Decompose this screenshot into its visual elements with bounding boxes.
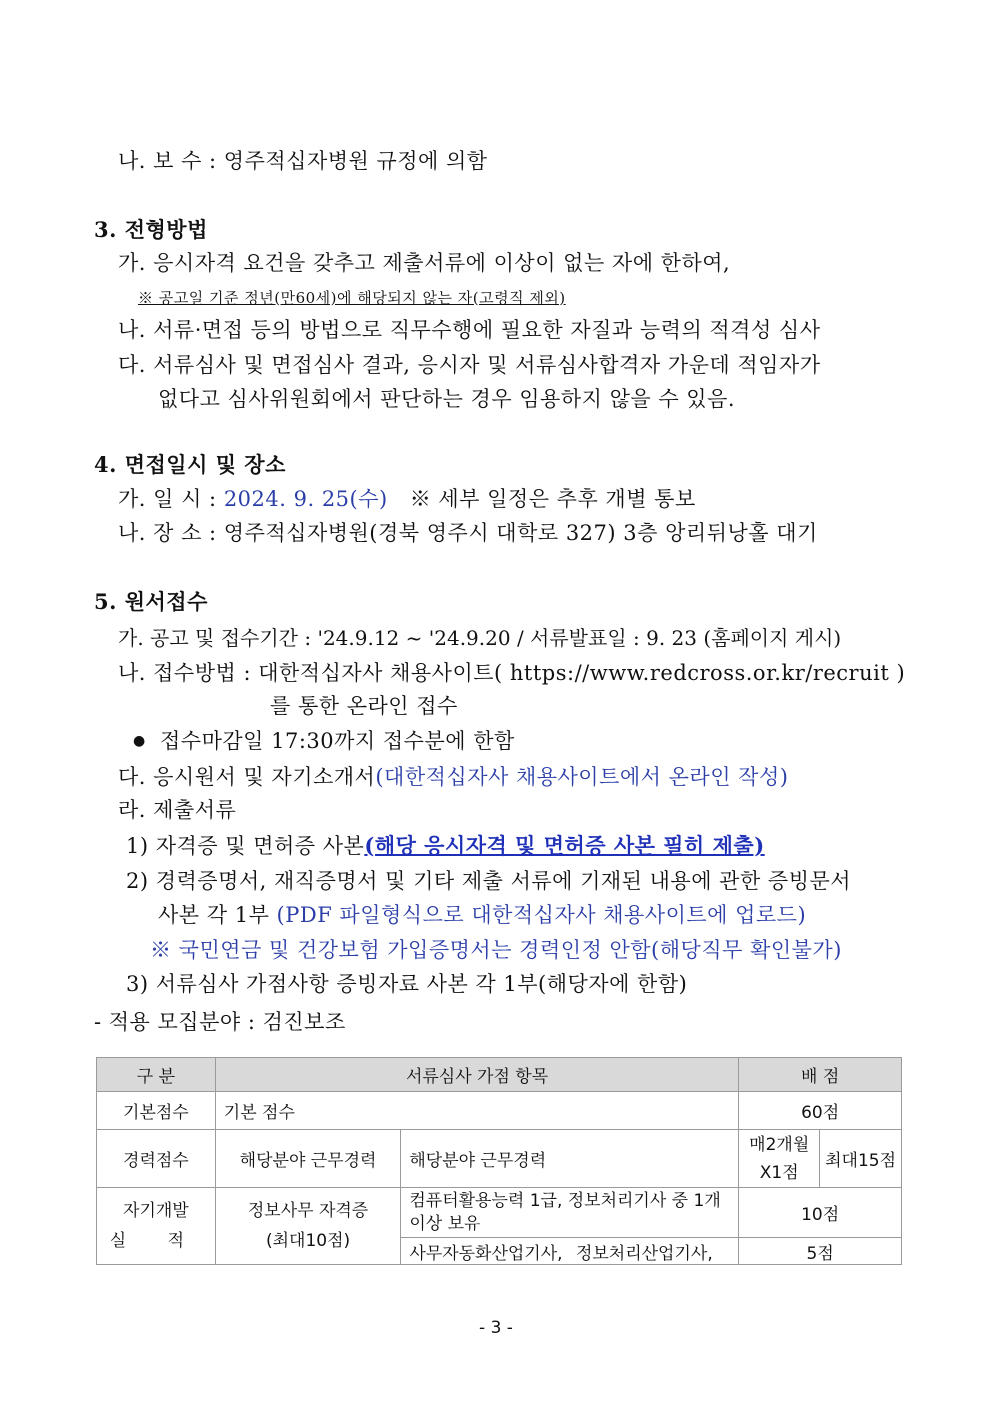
s4-item-a bbox=[118, 486, 696, 512]
s3-item-a: 가. 응시자격 요건을 갖추고 제출서류에 이상이 없는 자에 한하여, bbox=[118, 251, 731, 275]
cell-line: 실 적 bbox=[109, 1231, 203, 1251]
s5-d2-blue: (PDF 파일형식으로 대한적십자사 채용사이트에 업로드) bbox=[276, 903, 807, 927]
cell bbox=[215, 1188, 401, 1265]
cell: 사무자동화산업기사, 정보처리산업기사, bbox=[401, 1238, 739, 1265]
cell: 해당분야 근무경력 bbox=[401, 1130, 739, 1188]
s3-item-b: 나. 서류·면접 등의 방법으로 직무수행에 필요한 자질과 능력의 적격성 심사 bbox=[118, 318, 821, 342]
table-header-row bbox=[97, 1058, 902, 1092]
table-row bbox=[97, 1130, 902, 1188]
section-4-title: 4. 면접일시 및 장소 bbox=[94, 452, 286, 477]
pay-line: 나. 보 수 : 영주적십자병원 규정에 의함 bbox=[118, 149, 488, 173]
s4-date-note: ※ 세부 일정은 추후 개별 통보 bbox=[409, 487, 696, 511]
s5-bullet-text: 접수마감일 17:30까지 접수분에 한함 bbox=[160, 729, 515, 753]
s5-d1 bbox=[126, 833, 765, 859]
s5-item-b-line1: 나. 접수방법 : 대한적십자사 채용사이트( https://www.redcross.or.kr/recruit ) bbox=[118, 661, 906, 685]
s5-d2-label: 사본 각 1부 bbox=[158, 903, 277, 927]
cell: 10점 bbox=[739, 1188, 902, 1238]
s5-d3: 3) 서류심사 가점사항 증빙자료 사본 각 1부(해당자에 한함) bbox=[126, 972, 688, 996]
section-5-title: 5. 원서접수 bbox=[94, 589, 208, 614]
cell-line: (최대10점) bbox=[265, 1231, 351, 1251]
s5-d2-note: ※ 국민연금 및 건강보험 가입증명서는 경력인정 안함(해당직무 확인불가) bbox=[150, 938, 842, 962]
table-row bbox=[97, 1092, 902, 1130]
s5-item-d: 라. 제출서류 bbox=[118, 798, 237, 822]
s4-item-b: 나. 장 소 : 영주적십자병원(경북 영주시 대학로 327) 3층 앙리뒤낭홀 대기 bbox=[118, 521, 818, 545]
header-items: 서류심사 가점 항목 bbox=[215, 1058, 739, 1092]
s3-note: ※ 공고일 기준 정년(만60세)에 해당되지 않는 자(고령직 제외) bbox=[138, 289, 566, 307]
s5-c-label: 다. 응시원서 및 자기소개서 bbox=[118, 765, 376, 789]
cell bbox=[739, 1130, 820, 1188]
cell: 최대15점 bbox=[820, 1130, 902, 1188]
s5-item-b-line2: 를 통한 온라인 접수 bbox=[270, 694, 458, 718]
cell: 컴퓨터활용능력 1급, 정보처리기사 중 1개 이상 보유 bbox=[401, 1188, 739, 1238]
page-number: - 3 - bbox=[479, 1318, 513, 1338]
s3-item-c-line2: 없다고 심사위원회에서 판단하는 경우 임용하지 않을 수 있음. bbox=[158, 387, 736, 411]
cell: 60점 bbox=[739, 1092, 902, 1130]
cell: 경력점수 bbox=[97, 1130, 216, 1188]
cell: 해당분야 근무경력 bbox=[215, 1130, 401, 1188]
s4-date-label: 가. 일 시 : bbox=[118, 487, 224, 511]
s5-item-a: 가. 공고 및 접수기간 : '24.9.12 ~ '24.9.20 / 서류발표일 : 9. 23 (홈페이지 게시) bbox=[118, 626, 842, 650]
section-3-title: 3. 전형방법 bbox=[94, 217, 208, 242]
s3-item-c-line1: 다. 서류심사 및 면접심사 결과, 응시자 및 서류심사합격자 가운데 적임자가 bbox=[118, 353, 821, 377]
s5-d2-line1: 2) 경력증명서, 재직증명서 및 기타 제출 서류에 기재된 내용에 관한 증빙문서 bbox=[126, 869, 852, 893]
s5-d1-blue: (해당 응시자격 및 면허증 사본 필히 제출) bbox=[364, 833, 765, 858]
cell-line: 정보사무 자격증 bbox=[247, 1201, 369, 1221]
cell-line: X1점 bbox=[759, 1162, 799, 1183]
header-points: 배 점 bbox=[739, 1058, 902, 1092]
s5-c-blue: (대한적십자사 채용사이트에서 온라인 작성) bbox=[375, 765, 789, 789]
score-table bbox=[96, 1057, 902, 1265]
cell bbox=[97, 1188, 216, 1265]
s5-d1-label: 1) 자격증 및 면허증 사본 bbox=[126, 834, 365, 858]
table-row bbox=[97, 1188, 902, 1238]
s5-d2-line2 bbox=[158, 902, 806, 928]
cell-line: 자기개발 bbox=[123, 1201, 189, 1221]
interview-date: 2024. 9. 25(수) bbox=[223, 487, 388, 511]
cell-line: 매2개월 bbox=[749, 1134, 810, 1155]
bullet-icon: ● bbox=[133, 733, 146, 749]
cell: 기본점수 bbox=[97, 1092, 216, 1130]
cell: 기본 점수 bbox=[215, 1092, 739, 1130]
s5-item-c bbox=[118, 764, 788, 790]
header-category: 구 분 bbox=[97, 1058, 216, 1092]
apply-field: - 적용 모집분야 : 검진보조 bbox=[94, 1010, 346, 1034]
cell: 5점 bbox=[739, 1238, 902, 1265]
